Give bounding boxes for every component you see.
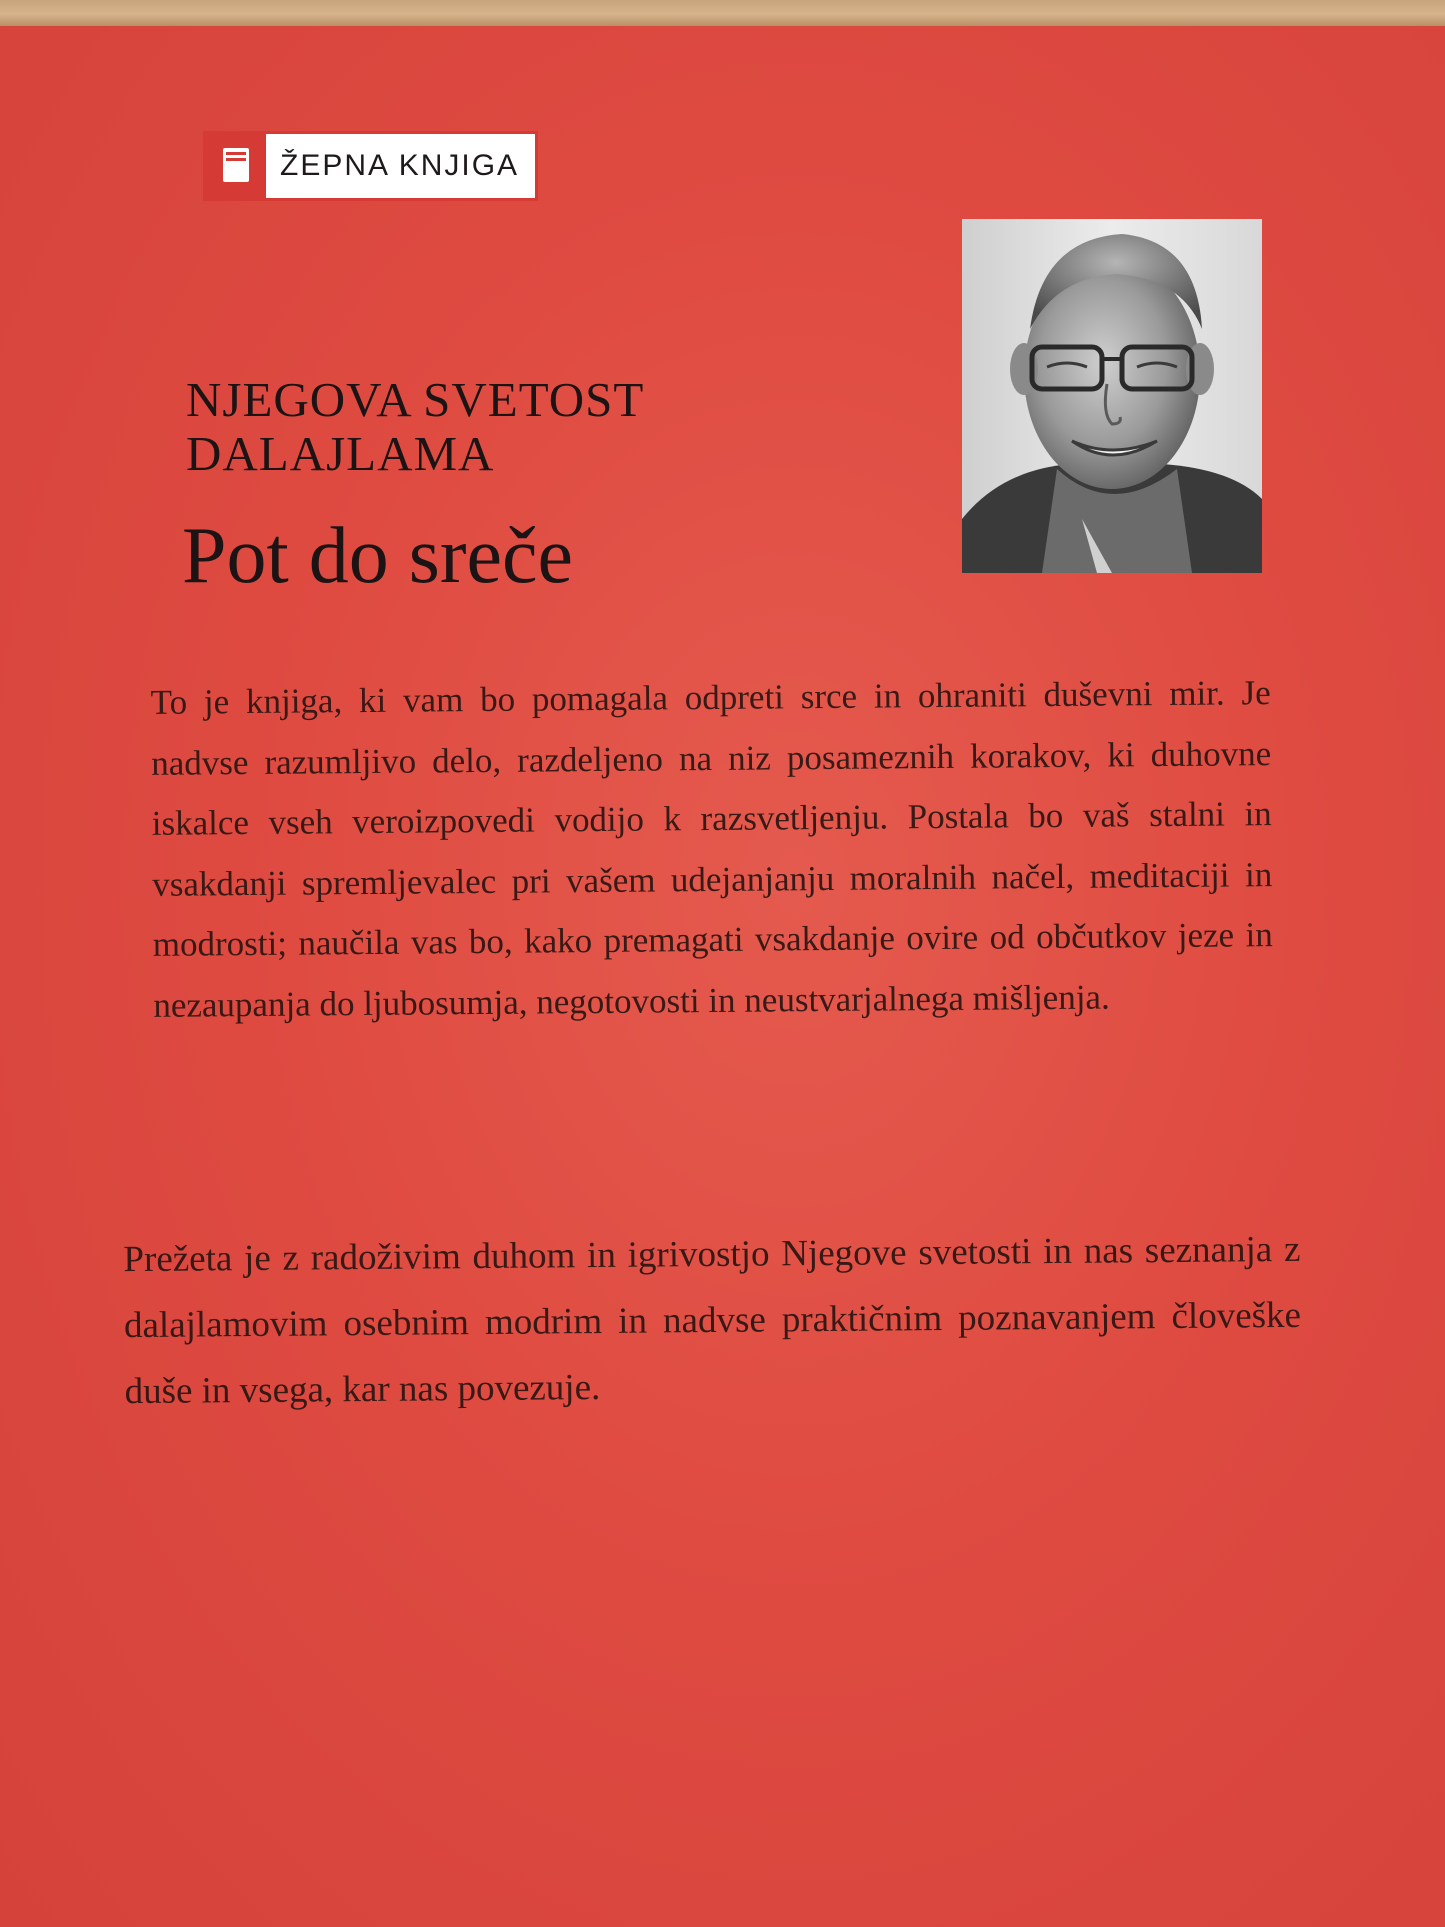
author-line-2: DALAJLAMA [186,426,495,481]
author-name [186,373,644,481]
book-icon [206,134,266,198]
description-paragraph-2: Prežeta je z radoživim duhom in igrivostjo Njegove svetosti in nas seznanja z dalajlamovim osebnim modrim in nadvse praktičnim poznavanjem človeške duše in vsega, kar nas povezuje. [123,1228,1302,1413]
author-line-1: NJEGOVA SVETOST [186,372,645,427]
book-title: Pot do sreče [182,512,574,600]
series-badge [203,131,538,201]
description-paragraph-1: To je knjiga, ki vam bo pomagala odpreti srce in ohraniti duševni mir. Je nadvse razumljivo delo, razdeljeno na niz posameznih korakov, ki duhovne iskalce vseh veroizpovedi vodijo k razsvetljenju. Postala bo vaš stalni in vsakdanji spremljevalec pri vašem udejanjanju moralnih načel, meditaciji in modrosti; naučila vas bo, kako premagati vsakdanje ovire od občutkov jeze in nezaupanja do ljubosumja, negotovosti in neustvarjalnega mišljenja. [150,673,1273,1025]
series-label: ŽEPNA KNJIGA [280,149,520,182]
author-portrait [962,219,1262,573]
